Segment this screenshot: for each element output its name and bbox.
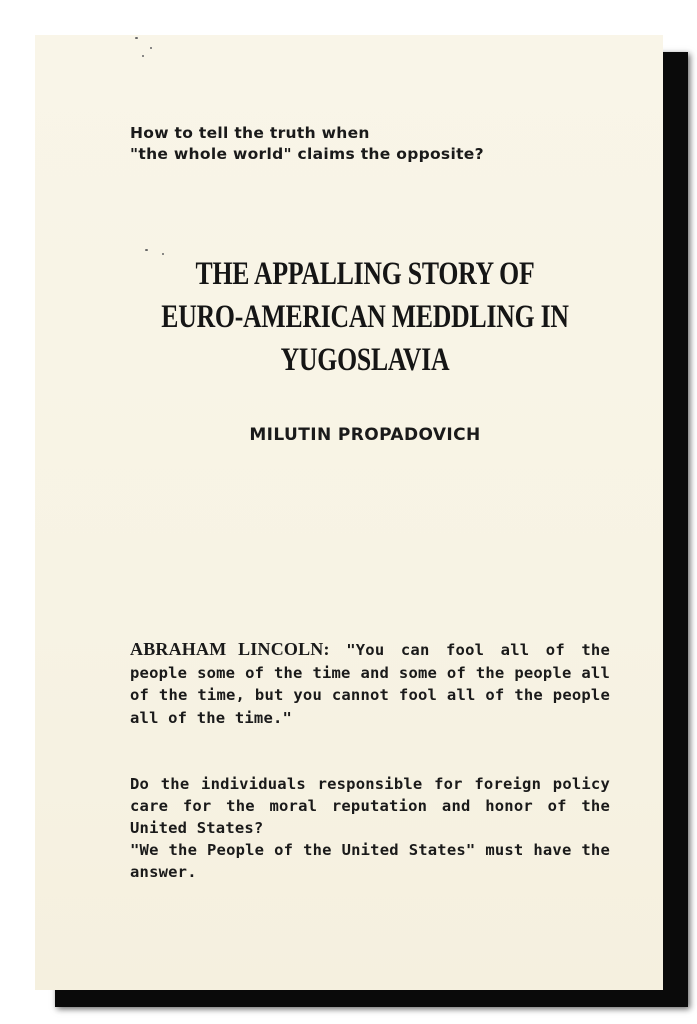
paper-speck: [142, 55, 144, 57]
question-paragraph-2: "We the People of the United States" must have the answer.: [130, 841, 610, 881]
quote-text: "You can fool all of the people some of the time and some of the people all of the time, but you cannot fool all of the people all of the time.": [130, 641, 610, 727]
lincoln-quote: [130, 638, 610, 729]
tagline-line-2: "the whole world" claims the opposite?: [130, 145, 484, 163]
title-line-3: YUGOSLAVIA: [280, 342, 450, 378]
quote-speaker: ABRAHAM LINCOLN:: [130, 639, 330, 659]
paper-speck: [135, 37, 138, 39]
closing-question: [130, 773, 610, 883]
title-line-1: THE APPALLING STORY OF: [195, 256, 535, 292]
tagline-line-1: How to tell the truth when: [130, 124, 370, 142]
book-cover: [35, 35, 663, 990]
book-title: [154, 253, 575, 382]
title-line-2: EURO-AMERICAN MEDDLING IN: [161, 299, 569, 335]
author-name: MILUTIN PROPADOVICH: [249, 425, 481, 445]
question-paragraph-1: Do the individuals responsible for foreign policy care for the moral reputation and honor of the United States?: [130, 775, 610, 837]
paper-speck: [145, 249, 148, 251]
paper-speck: [150, 47, 152, 49]
cover-tagline: [130, 123, 590, 165]
